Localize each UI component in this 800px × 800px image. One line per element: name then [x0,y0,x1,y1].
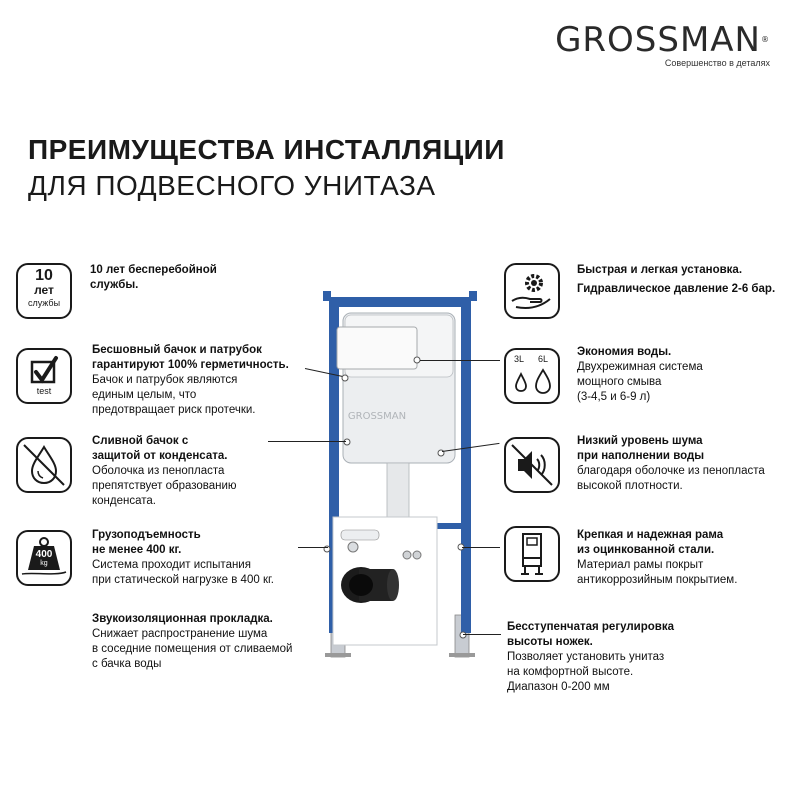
feature-body: Оболочка из пенопласта [92,465,225,477]
brand-name: GROSSMAN [555,20,761,60]
feature-body: антикоррозийным покрытием. [577,574,738,586]
feature-water-saving [577,345,703,405]
icon-label-6l: 6L [538,354,549,364]
feature-body: Бачок и патрубок являются [92,374,238,386]
feature-body: Система проходит испытания [92,559,251,571]
feature-condensation [92,434,237,509]
water-saving-icon [504,348,560,404]
feature-body: высокой плотности. [577,480,683,492]
feature-low-noise [577,434,765,494]
feature-heading: высоты ножек. [507,636,593,648]
feature-body: предотвращает риск протечки. [92,404,256,416]
feature-heading: Сливной бачок с [92,435,189,447]
feature-heading: Бесшовный бачок и патрубок [92,344,262,356]
callout-line-water-saving [420,360,500,361]
icon-caption: службы [27,298,61,308]
page-title: ПРЕИМУЩЕСТВА ИНСТАЛЛЯЦИИ [28,134,505,165]
feature-heading: Звукоизоляционная прокладка. [92,613,273,625]
feature-body: благодаря оболочке из пенопласта [577,465,765,477]
feature-heading: защитой от конденсата. [92,450,228,462]
steel-frame-icon [504,526,560,582]
icon-caption: kg [40,560,48,567]
feature-body: Материал рамы покрыт [577,559,704,571]
callout-line-legs [463,634,501,635]
tank-logo: GROSSMAN [347,411,407,422]
feature-body: при статической нагрузке в 400 кг. [92,574,274,586]
feature-heading: Экономия воды. [577,346,672,358]
brand-registered-mark: ® [761,35,770,44]
feature-body: конденсата. [92,495,156,507]
icon-word: лет [34,283,54,297]
feature-heading: службы. [90,279,139,291]
feature-heading: Бесступенчатая регулировка [507,621,675,633]
installation-frame-illustration [315,285,485,665]
brand-logo [555,22,770,68]
feature-seamless-tank [92,343,289,418]
feature-service-life [90,263,217,293]
test-check-icon [16,348,72,404]
feature-heading: Гидравлическое давление 2-6 бар. [577,283,776,295]
feature-heading: не менее 400 кг. [92,544,182,556]
feature-body: препятствует образованию [92,480,237,492]
page-subtitle: ДЛЯ ПОДВЕСНОГО УНИТАЗА [28,170,436,201]
feature-steel-frame [577,528,737,588]
icon-number: 10 [35,267,53,284]
icon-number: 400 [35,549,53,560]
weight-400kg-icon [16,530,72,586]
feature-body: Диапазон 0-200 мм [507,681,610,693]
low-noise-icon [504,437,560,493]
feature-leg-adjustment [507,620,674,695]
feature-heading: при наполнении воды [577,450,705,462]
feature-body: на комфортной высоте. [507,666,634,678]
callout-line-load [298,547,328,548]
callout-line-frame [462,547,500,548]
feature-body: с бачка воды [92,658,162,670]
feature-body: (3-4,5 и 6-9 л) [577,391,651,403]
feature-heading: 10 лет бесперебойной [90,264,217,276]
feature-body: единым целым, что [92,389,197,401]
feature-sound-insulation [92,612,292,672]
icon-label-3l: 3L [514,354,525,364]
feature-heading: Крепкая и надежная рама [577,529,724,541]
feature-body: в соседние помещения от сливаемой [92,643,293,655]
feature-body: Позволяет установить унитаз [507,651,665,663]
feature-body: Двухрежимная система [577,361,703,373]
feature-heading: Низкий уровень шума [577,435,703,447]
feature-easy-install [577,263,775,297]
feature-heading: Грузоподъемность [92,529,201,541]
callout-line-condensation [268,441,346,442]
feature-body: Снижает распространение шума [92,628,268,640]
feature-heading: гарантируют 100% герметичность. [92,359,289,371]
feature-load-capacity [92,528,274,588]
ten-years-icon [16,263,72,319]
icon-caption: test [36,386,52,396]
feature-body: мощного смыва [577,376,662,388]
gear-hand-icon [504,263,560,319]
brand-tagline: Совершенство в деталях [664,58,770,68]
feature-heading: Быстрая и легкая установка. [577,264,743,276]
feature-heading: из оцинкованной стали. [577,544,715,556]
condensation-drop-icon [16,437,72,493]
